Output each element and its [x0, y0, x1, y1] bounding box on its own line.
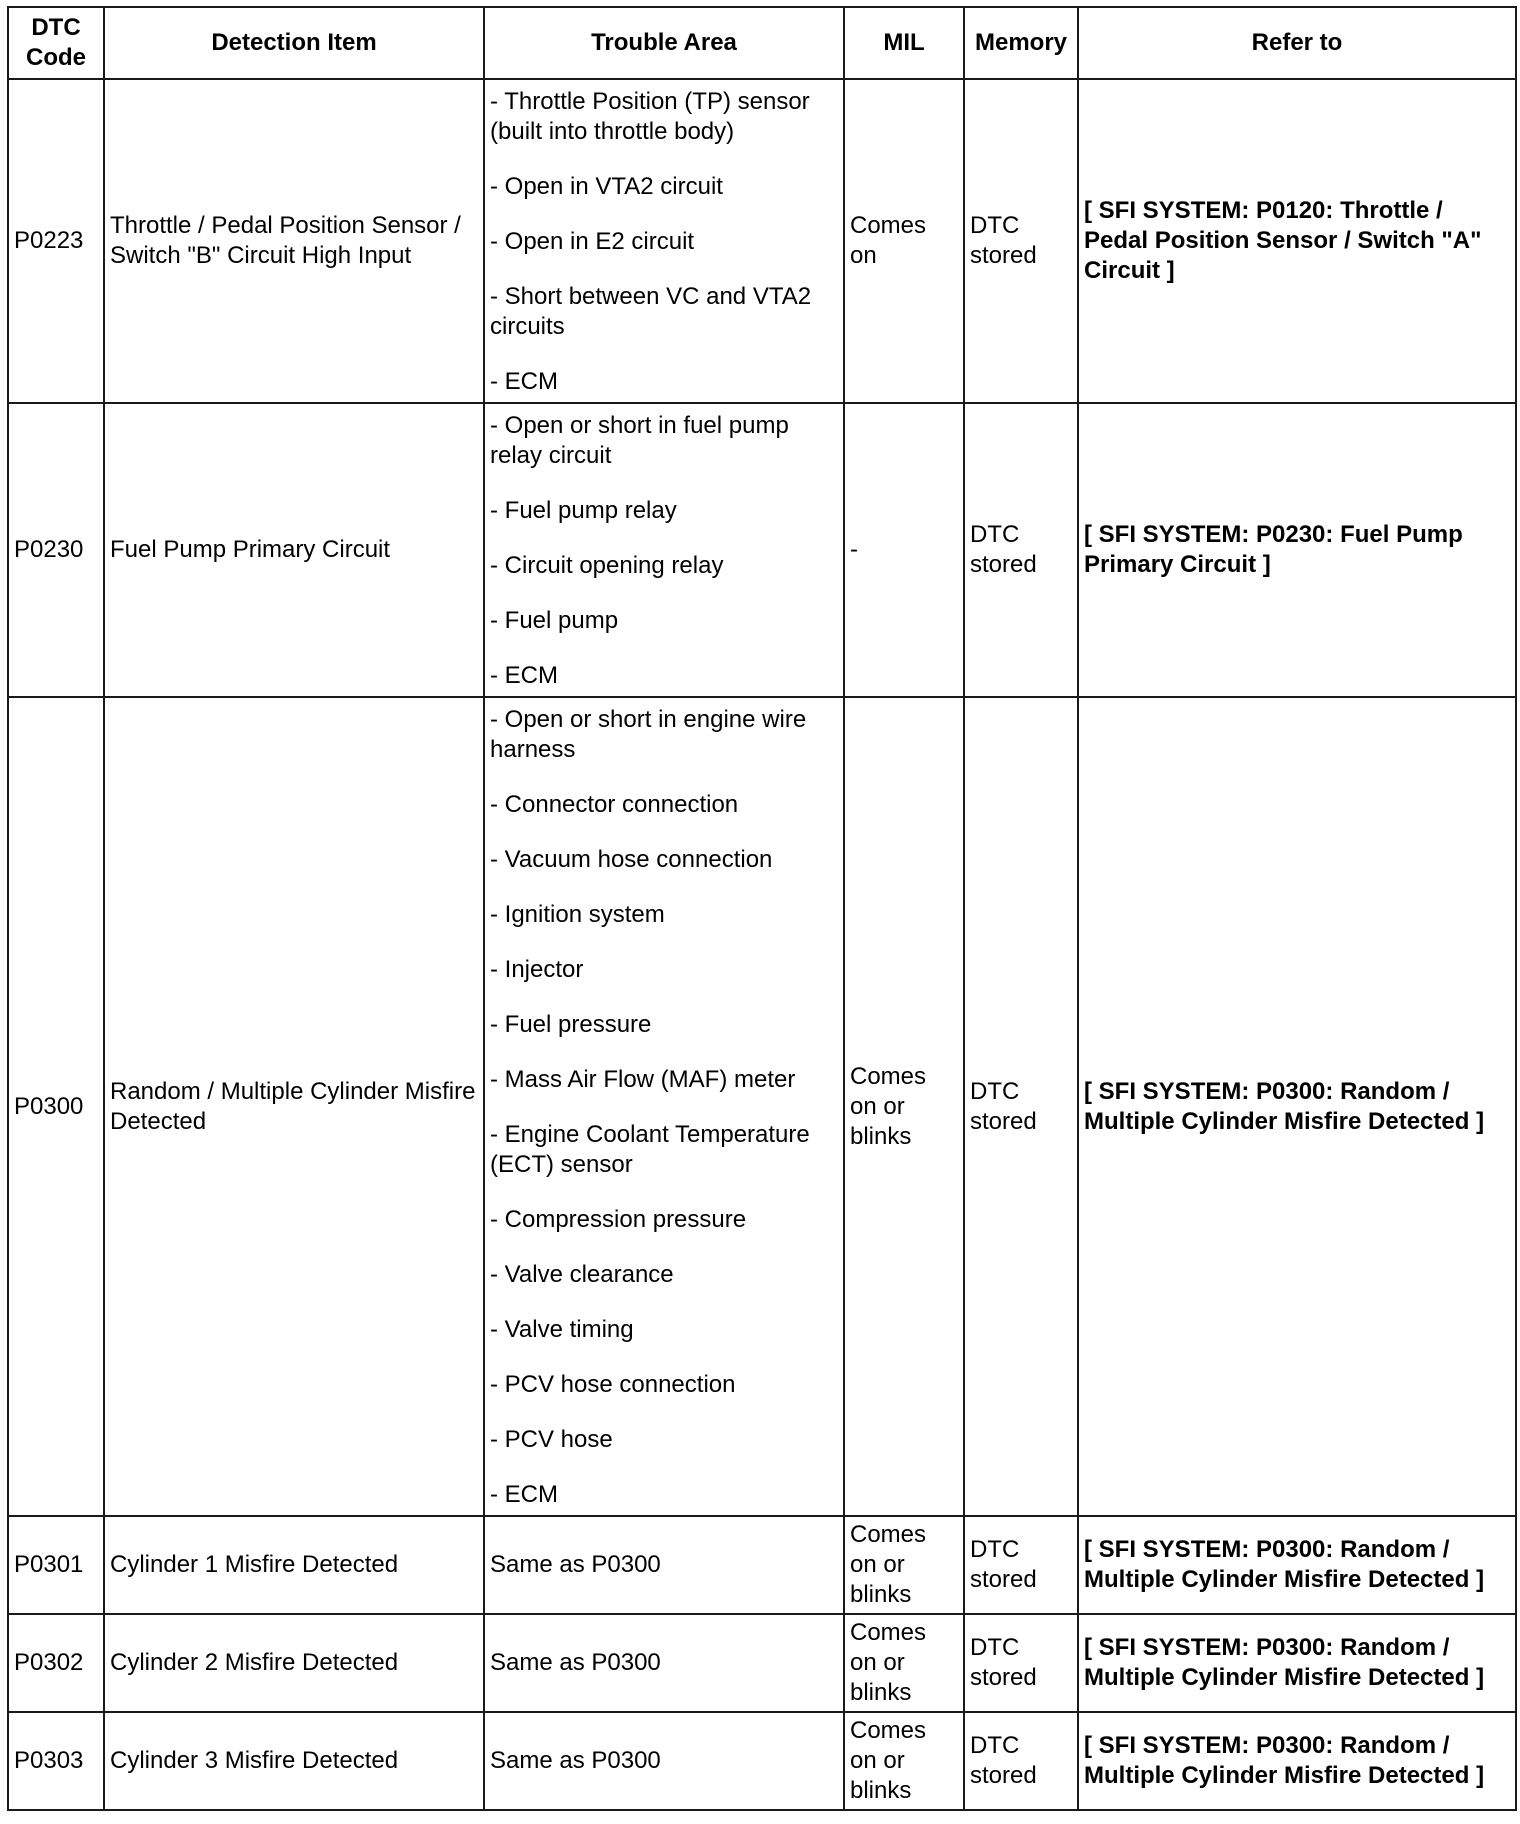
trouble-area-item: - ECM	[490, 1481, 558, 1508]
trouble-area-item: - Open in VTA2 circuit	[490, 173, 723, 200]
trouble-area-item: - Ignition system	[490, 901, 665, 928]
refer-to-link[interactable]: [ SFI SYSTEM: P0300: Random / Multiple Cylinder Misfire Detected ]	[1078, 1712, 1516, 1810]
dtc-code-cell: P0300	[8, 697, 104, 1516]
table-row	[8, 697, 1516, 1516]
trouble-area-item: - ECM	[490, 368, 558, 395]
trouble-area-item: - Vacuum hose connection	[490, 846, 773, 873]
detection-item-cell: Cylinder 2 Misfire Detected	[104, 1614, 484, 1712]
memory-cell: DTC stored	[964, 697, 1078, 1516]
table-row	[8, 79, 1516, 403]
trouble-area-item: - Open or short in engine wire harness	[490, 706, 807, 763]
detection-item-cell: Throttle / Pedal Position Sensor / Switch "B" Circuit High Input	[104, 79, 484, 403]
table-row	[8, 1516, 1516, 1614]
trouble-area-item: - Valve clearance	[490, 1261, 674, 1288]
table-row	[8, 403, 1516, 697]
trouble-area-item: - Throttle Position (TP) sensor (built into throttle body)	[490, 88, 810, 145]
dtc-code-cell: P0303	[8, 1712, 104, 1810]
mil-cell: Comes on or blinks	[844, 1516, 964, 1614]
dtc-code-cell: P0230	[8, 403, 104, 697]
trouble-area-item: - PCV hose	[490, 1426, 613, 1453]
mil-cell: Comes on or blinks	[844, 1712, 964, 1810]
trouble-area-item: - Circuit opening relay	[490, 552, 724, 579]
refer-to-link[interactable]: [ SFI SYSTEM: P0300: Random / Multiple Cylinder Misfire Detected ]	[1078, 697, 1516, 1516]
trouble-area-item: - Compression pressure	[490, 1206, 747, 1233]
header-refer-to: Refer to	[1078, 7, 1516, 79]
dtc-code-cell: P0301	[8, 1516, 104, 1614]
detection-item-cell: Cylinder 1 Misfire Detected	[104, 1516, 484, 1614]
trouble-area-item: - ECM	[490, 662, 558, 689]
trouble-area-item: - Engine Coolant Temperature (ECT) sensor	[490, 1121, 810, 1178]
trouble-area-cell	[484, 697, 844, 1516]
trouble-area-item: - PCV hose connection	[490, 1371, 736, 1398]
trouble-area-cell: Same as P0300	[484, 1712, 844, 1810]
trouble-area-item: - Short between VC and VTA2 circuits	[490, 283, 812, 340]
mil-cell: Comes on	[844, 79, 964, 403]
detection-item-cell: Fuel Pump Primary Circuit	[104, 403, 484, 697]
trouble-area-item: - Connector connection	[490, 791, 739, 818]
header-dtc-code: DTC Code	[8, 7, 104, 79]
trouble-area-item: - Injector	[490, 956, 584, 983]
detection-item-cell: Cylinder 3 Misfire Detected	[104, 1712, 484, 1810]
mil-cell: Comes on or blinks	[844, 697, 964, 1516]
trouble-area-item: - Open in E2 circuit	[490, 228, 695, 255]
trouble-area-cell	[484, 403, 844, 697]
trouble-area-item: - Mass Air Flow (MAF) meter	[490, 1066, 796, 1093]
memory-cell: DTC stored	[964, 1614, 1078, 1712]
dtc-code-cell: P0223	[8, 79, 104, 403]
refer-to-link[interactable]: [ SFI SYSTEM: P0120: Throttle / Pedal Position Sensor / Switch "A" Circuit ]	[1078, 79, 1516, 403]
header-memory: Memory	[964, 7, 1078, 79]
dtc-table	[7, 6, 1517, 1811]
detection-item-cell: Random / Multiple Cylinder Misfire Detected	[104, 697, 484, 1516]
table-header-row	[8, 7, 1516, 79]
dtc-code-cell: P0302	[8, 1614, 104, 1712]
trouble-area-item: - Valve timing	[490, 1316, 634, 1343]
mil-cell: Comes on or blinks	[844, 1614, 964, 1712]
trouble-area-item: - Fuel pressure	[490, 1011, 652, 1038]
refer-to-link[interactable]: [ SFI SYSTEM: P0300: Random / Multiple Cylinder Misfire Detected ]	[1078, 1614, 1516, 1712]
mil-cell: -	[844, 403, 964, 697]
trouble-area-list	[490, 705, 838, 1510]
trouble-area-cell	[484, 79, 844, 403]
refer-to-link[interactable]: [ SFI SYSTEM: P0230: Fuel Pump Primary Circuit ]	[1078, 403, 1516, 697]
trouble-area-item: - Open or short in fuel pump relay circuit	[490, 412, 789, 469]
trouble-area-item: - Fuel pump	[490, 607, 619, 634]
memory-cell: DTC stored	[964, 403, 1078, 697]
trouble-area-cell: Same as P0300	[484, 1516, 844, 1614]
header-detection-item: Detection Item	[104, 7, 484, 79]
trouble-area-list	[490, 87, 838, 397]
memory-cell: DTC stored	[964, 79, 1078, 403]
table-row	[8, 1614, 1516, 1712]
header-trouble-area: Trouble Area	[484, 7, 844, 79]
trouble-area-cell: Same as P0300	[484, 1614, 844, 1712]
table-row	[8, 1712, 1516, 1810]
refer-to-link[interactable]: [ SFI SYSTEM: P0300: Random / Multiple Cylinder Misfire Detected ]	[1078, 1516, 1516, 1614]
memory-cell: DTC stored	[964, 1712, 1078, 1810]
trouble-area-item: - Fuel pump relay	[490, 497, 677, 524]
memory-cell: DTC stored	[964, 1516, 1078, 1614]
trouble-area-list	[490, 411, 838, 691]
header-mil: MIL	[844, 7, 964, 79]
